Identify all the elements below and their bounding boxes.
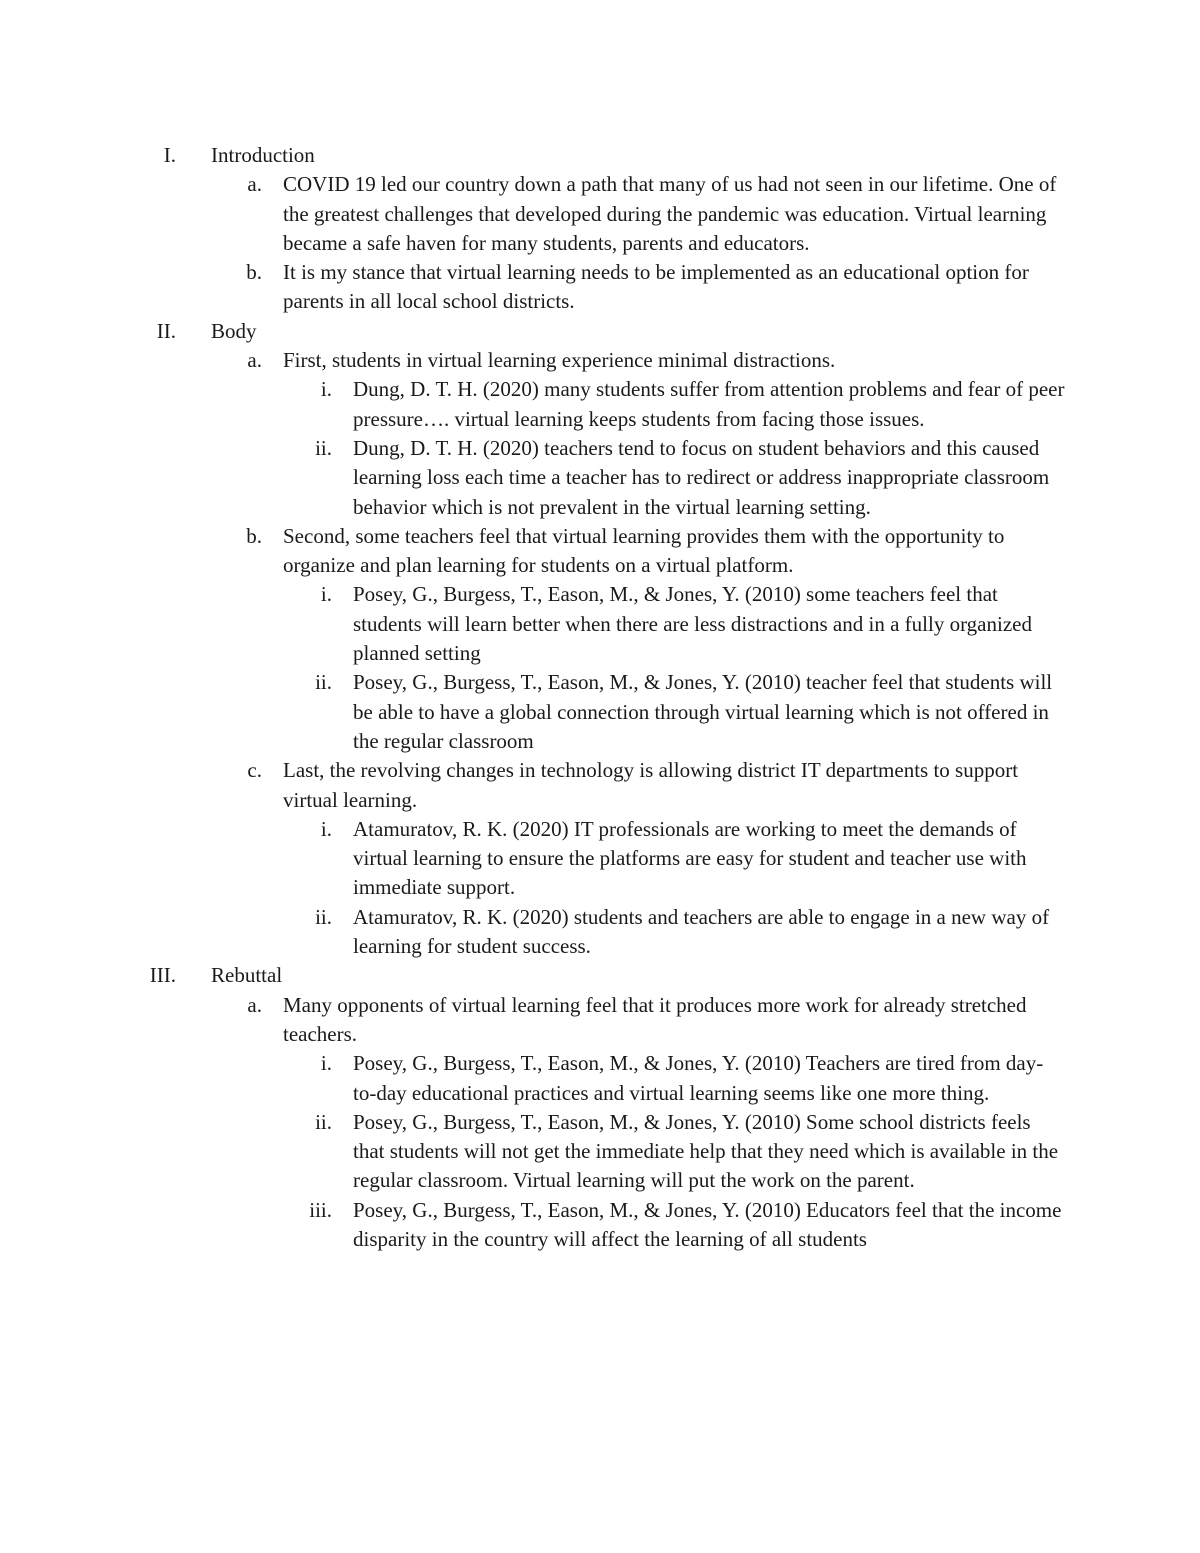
supporting-detail (0, 375, 1200, 434)
supporting-detail-text: Atamuratov, R. K. (2020) students and teachers are able to engage in a new way of learning for student success. (353, 904, 1050, 959)
list-marker: c. (247, 758, 262, 783)
supporting-detail-text: Atamuratov, R. K. (2020) IT professionals are working to meet the demands of virtual learning to ensure the platforms are easy for student and teacher use with immediate support. (353, 816, 1027, 900)
section-heading-text: Rebuttal (211, 963, 283, 988)
outline-point-text: Many opponents of virtual learning feel that it produces more work for already stretched teachers. (283, 992, 1027, 1046)
list-marker: b. (246, 260, 262, 285)
supporting-detail (0, 1049, 1200, 1108)
supporting-detail (0, 815, 1200, 903)
section-heading (0, 961, 1200, 990)
supporting-detail (0, 1108, 1200, 1196)
list-marker: a. (247, 172, 262, 197)
list-marker: i. (320, 582, 332, 607)
list-marker: a. (247, 992, 262, 1017)
outline-point (0, 756, 1200, 815)
supporting-detail-text: Posey, G., Burgess, T., Eason, M., & Jones, Y. (2010) Some school districts feels that students will not get the immediate help that they need which is available in the regular classroom. Virtual learning will put the work on the parent. (353, 1109, 1059, 1193)
outline-point (0, 258, 1200, 317)
supporting-detail-text: Posey, G., Burgess, T., Eason, M., & Jones, Y. (2010) some teachers feel that students will learn better when there are less distractions and in a fully organized planned setting (353, 582, 1032, 666)
list-marker: a. (247, 348, 262, 373)
section-heading (0, 141, 1200, 170)
supporting-detail (0, 903, 1200, 962)
essay-outline (0, 141, 1200, 1254)
outline-point-text: Last, the revolving changes in technology is allowing district IT departments to support virtual learning. (283, 758, 1019, 812)
list-marker: III. (149, 963, 176, 988)
outline-point-text: Second, some teachers feel that virtual learning provides them with the opportunity to organize and plan learning for students on a virtual platform. (283, 523, 1005, 578)
outline-point (0, 346, 1200, 375)
list-marker: ii. (315, 435, 332, 460)
supporting-detail (0, 668, 1200, 756)
section-heading (0, 317, 1200, 346)
list-marker: iii. (309, 1197, 332, 1222)
outline-point (0, 522, 1200, 581)
outline-point (0, 170, 1200, 258)
list-marker: ii. (315, 670, 332, 695)
list-marker: ii. (315, 904, 332, 929)
list-marker: b. (246, 523, 262, 548)
outline-point-text: It is my stance that virtual learning needs to be implemented as an educational option for parents in all local school districts. (283, 260, 1029, 314)
list-marker: I. (163, 143, 176, 167)
supporting-detail-text: Dung, D. T. H. (2020) teachers tend to focus on student behaviors and this caused learning loss each time a teacher has to redirect or address inappropriate classroom behavior which is not prevalent in the virtual learning setting. (353, 435, 1050, 519)
list-marker: ii. (315, 1109, 332, 1134)
outline-point-text: First, students in virtual learning experience minimal distractions. (283, 348, 836, 373)
outline-point (0, 991, 1200, 1050)
list-marker: II. (156, 318, 176, 343)
supporting-detail (0, 580, 1200, 668)
section-heading-text: Body (211, 318, 257, 343)
supporting-detail-text: Dung, D. T. H. (2020) many students suffer from attention problems and fear of peer pressure…. virtual learning keeps students from facing those issues. (353, 377, 1065, 431)
list-marker: i. (320, 816, 332, 841)
supporting-detail-text: Posey, G., Burgess, T., Eason, M., & Jones, Y. (2010) Educators feel that the income disparity in the country will affect the learning of all students (353, 1197, 1062, 1251)
section-heading-text: Introduction (211, 143, 315, 167)
outline-point-text: COVID 19 led our country down a path that many of us had not seen in our lifetime. One of the greatest challenges that developed during the pandemic was education. Virtual learning became a safe haven for many students, parents and educators. (283, 172, 1057, 255)
list-marker: i. (320, 1051, 332, 1076)
supporting-detail-text: Posey, G., Burgess, T., Eason, M., & Jones, Y. (2010) Teachers are tired from day-to-day educational practices and virtual learning seems like one more thing. (353, 1051, 1044, 1105)
supporting-detail-text: Posey, G., Burgess, T., Eason, M., & Jones, Y. (2010) teacher feel that students will be able to have a global connection through virtual learning which is not offered in the regular classroom (353, 670, 1053, 753)
list-marker: i. (320, 377, 332, 402)
supporting-detail (0, 1196, 1200, 1255)
supporting-detail (0, 434, 1200, 522)
